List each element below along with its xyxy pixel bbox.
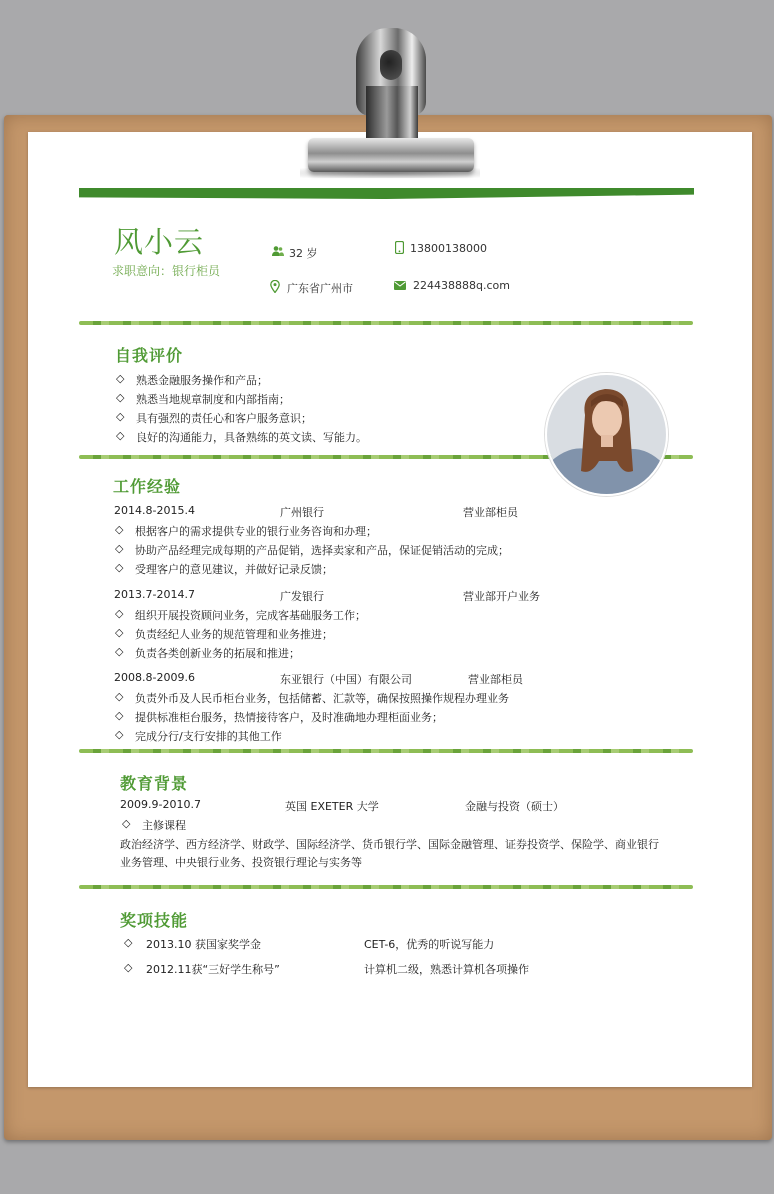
bullet: ◇	[124, 936, 133, 949]
email-text: 224438888q.com	[413, 279, 510, 292]
bullet: ◇	[115, 645, 124, 658]
award-item: 2013.10 获国家奖学金	[146, 938, 261, 951]
award-item: 2012.11获“三好学生称号”	[146, 963, 280, 976]
job-duty: 负责各类创新业务的拓展和推进；	[135, 647, 300, 660]
awards-heading: 奖项技能	[120, 911, 189, 930]
self-eval-item: 良好的沟通能力，具备熟练的英文读、写能力。	[136, 431, 367, 444]
self-eval-item: 具有强烈的责任心和客户服务意识；	[136, 412, 312, 425]
self-eval-item: 熟悉当地规章制度和内部指南；	[136, 393, 290, 406]
self-eval-heading: 自我评价	[115, 346, 184, 365]
binder-clip-base	[308, 138, 474, 172]
location-text: 广东省广州市	[287, 282, 353, 295]
job-duty: 受理客户的意见建议，并做好记录反馈；	[135, 563, 333, 576]
bullet: ◇	[122, 817, 131, 830]
job-company: 东亚银行（中国）有限公司	[280, 673, 412, 686]
skill-item: 计算机二级，熟悉计算机各项操作	[364, 963, 529, 976]
bullet: ◇	[115, 626, 124, 639]
bullet: ◇	[115, 728, 124, 741]
bullet: ◇	[116, 391, 125, 404]
candidate-name: 风小云	[114, 225, 205, 259]
bullet: ◇	[116, 429, 125, 442]
binder-clip-body	[366, 86, 418, 144]
job-duty: 根据客户的需求提供专业的银行业务咨询和办理；	[135, 525, 377, 538]
courses-text: 政治经济学、西方经济学、财政学、国际经济学、货币银行学、国际金融管理、证券投资学、保险学、商业银行	[120, 838, 659, 851]
user-icon	[272, 245, 284, 259]
bullet: ◇	[115, 561, 124, 574]
job-duty: 负责外币及人民币柜台业务，包括储蓄、汇款等，确保按照操作规程办理业务	[135, 692, 509, 705]
job-position: 营业部柜员	[463, 506, 518, 519]
job-period: 2014.8-2015.4	[114, 504, 195, 517]
job-duty: 负责经纪人业务的规范管理和业务推进；	[135, 628, 333, 641]
courses-label: 主修课程	[142, 819, 186, 832]
job-duty: 组织开展投资顾问业务，完成客基础服务工作；	[135, 609, 366, 622]
profile-photo	[545, 373, 668, 496]
job-company: 广发银行	[280, 590, 324, 603]
edu-major: 金融与投资（硕士）	[465, 800, 564, 813]
skill-item: CET-6，优秀的听说写能力	[364, 938, 495, 951]
bullet: ◇	[115, 709, 124, 722]
self-eval-item: 熟悉金融服务操作和产品；	[136, 374, 268, 387]
mail-icon	[394, 280, 406, 292]
job-period: 2013.7-2014.7	[114, 588, 195, 601]
job-intent: 求职意向：银行柜员	[112, 264, 221, 278]
education-heading: 教育背景	[120, 774, 189, 793]
edu-period: 2009.9-2010.7	[120, 798, 201, 811]
bullet: ◇	[115, 607, 124, 620]
job-company: 广州银行	[280, 506, 324, 519]
location-pin-icon	[270, 280, 280, 295]
job-position: 营业部开户业务	[463, 590, 540, 603]
edu-school: 英国 EXETER 大学	[285, 800, 379, 813]
binder-clip-hole	[380, 50, 402, 80]
bullet: ◇	[116, 372, 125, 385]
job-position: 营业部柜员	[468, 673, 523, 686]
bullet: ◇	[115, 523, 124, 536]
section-divider	[79, 321, 693, 325]
bullet: ◇	[124, 961, 133, 974]
section-divider	[79, 885, 693, 889]
job-duty: 协助产品经理完成每期的产品促销，选择卖家和产品，保证促销活动的完成；	[135, 544, 509, 557]
job-duty: 完成分行/支行安排的其他工作	[135, 730, 282, 743]
bullet: ◇	[116, 410, 125, 423]
age-text: 32 岁	[289, 247, 318, 260]
work-heading: 工作经验	[113, 477, 182, 496]
bullet: ◇	[115, 542, 124, 555]
phone-icon	[395, 241, 404, 256]
courses-text: 业务管理、中央银行业务、投资银行理论与实务等	[120, 856, 362, 869]
section-divider	[79, 749, 693, 753]
job-duty: 提供标准柜台服务，热情接待客户，及时准确地办理柜面业务；	[135, 711, 443, 724]
bullet: ◇	[115, 690, 124, 703]
job-period: 2008.8-2009.6	[114, 671, 195, 684]
phone-text: 13800138000	[410, 242, 487, 255]
